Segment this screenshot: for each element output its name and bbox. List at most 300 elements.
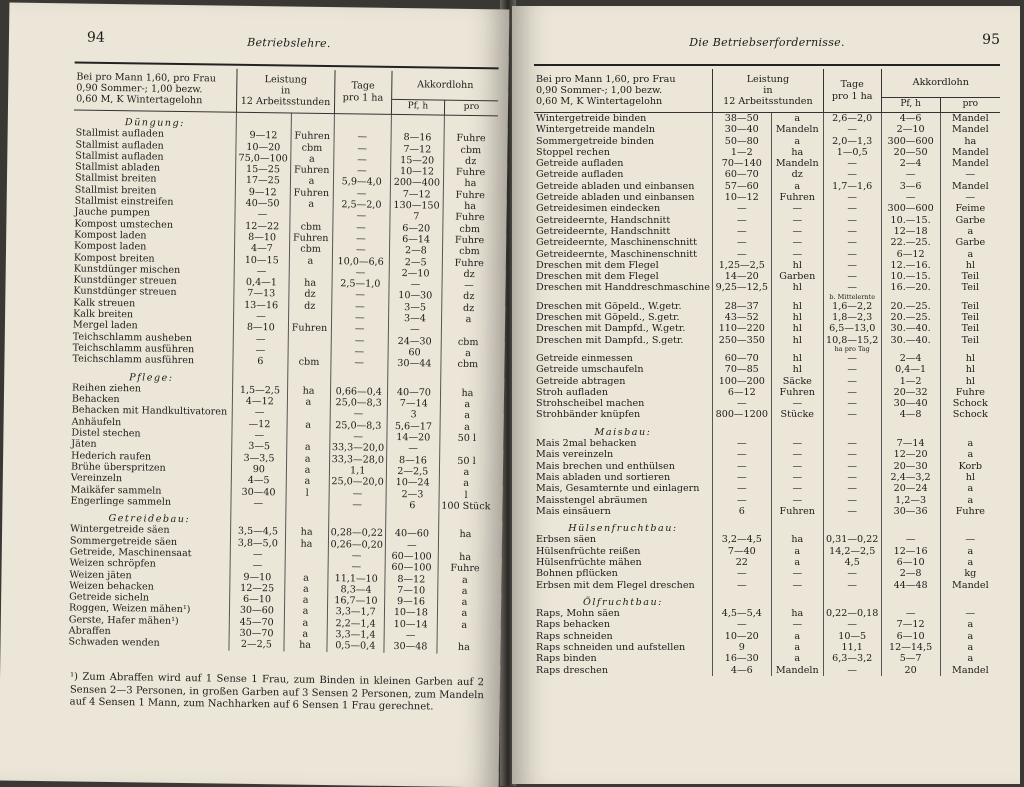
cell-lu [286, 430, 329, 442]
cell-pro: a [967, 653, 974, 665]
cell-tage: — [333, 154, 390, 166]
cell-lo: — [712, 619, 771, 630]
cell-tage: — [823, 169, 881, 180]
cell-lo: — [712, 249, 771, 260]
cell-pro: 50 l [457, 432, 477, 445]
cell-pro: a [461, 574, 468, 586]
cell-lo: 4—5 [231, 475, 285, 487]
cell-pro: a [464, 410, 471, 422]
section-title: Ölfruchtbau: [534, 591, 712, 608]
cell-lo: 9—12 [236, 130, 290, 142]
cell-tage: — [330, 408, 387, 420]
cell-tage: — [333, 188, 390, 200]
cell-pro [440, 444, 494, 456]
cell-lo: 57—60 [712, 181, 771, 192]
cell-lo: 10—12 [712, 192, 771, 203]
cell-tage: 16,7—10 [327, 595, 384, 607]
cell-act: Mais einsäuern [534, 506, 712, 517]
cell-pf: 300—600 [881, 203, 940, 214]
cell-lo: 3—5 [232, 441, 286, 453]
cell-lu: a [771, 653, 823, 664]
cell-lu: a [289, 255, 332, 267]
table-row [534, 282, 1000, 293]
cell-pro: Schock [952, 398, 988, 410]
cell-tage: — [823, 580, 881, 591]
cell-pro [438, 540, 492, 552]
column-note: b. Mittelernte [829, 292, 876, 301]
cell-lo: 38—50 [712, 113, 771, 125]
cell-pf: 10—18 [384, 607, 437, 619]
cell-tage: 8,3—4 [327, 584, 384, 596]
cell-pf: 20.—25. [881, 312, 940, 323]
cell-act: Stallmist breiten [73, 173, 236, 187]
cell-act: Sommergetreide säen [68, 535, 231, 549]
cell-pf: 7—14 [387, 398, 440, 410]
cell-lo: — [234, 266, 288, 278]
cell-tage: 4,5 [823, 557, 881, 568]
cell-lo: — [232, 430, 286, 442]
left-col-pf: Pf, h [391, 99, 444, 115]
cell-pf: 300—600 [881, 136, 940, 147]
section-heading [534, 517, 1000, 534]
section-title: Getreidebau: [68, 507, 231, 527]
cell-pro: cbm [459, 223, 481, 235]
cell-act: Getreideernte, Handschnitt [534, 226, 712, 237]
cell-pro: Korb [958, 460, 983, 472]
cell-lu: ha [287, 385, 330, 397]
cell-act: Kalk streuen [71, 297, 234, 311]
cell-tage: 0,22—0,18 [823, 608, 881, 619]
cell-pro: a [967, 545, 974, 557]
cell-act: Kunstdünger mischen [72, 263, 235, 277]
table-row [534, 653, 1000, 664]
cell-lo: 6 [233, 356, 287, 368]
cell-lu: Fuhren [289, 232, 332, 244]
right-col-pf: Pf, h [881, 98, 940, 113]
cell-lo: 9 [712, 642, 771, 653]
table-row [534, 557, 1000, 568]
cell-act: Kunstdünger streuen [71, 286, 234, 300]
cell-lu: hl [771, 335, 823, 346]
cell-pf: 2—2,5 [386, 466, 439, 478]
cell-lu: hl [771, 301, 823, 312]
cell-lo: 7—13 [234, 288, 288, 300]
cell-pro: a [463, 466, 470, 478]
cell-act: Kompost laden [72, 229, 235, 243]
cell-pf: 20—24 [881, 483, 940, 494]
table-row [534, 192, 1000, 203]
cell-tage: — [823, 249, 881, 260]
cell-tage: — [333, 143, 390, 155]
cell-lu [288, 334, 331, 346]
cell-lu: ha [771, 534, 823, 545]
cell-lo: 50—80 [712, 136, 771, 147]
cell-act: Stallmist breiten [73, 184, 236, 198]
cell-pro: a [465, 347, 471, 359]
cell-pro: a [967, 483, 974, 495]
left-col-leistung: Leistung in 12 Arbeitsstunden [237, 69, 335, 114]
cell-pf: 30—48 [384, 641, 437, 653]
cell-lu [771, 346, 823, 353]
cell-act: Getreideernte, Handschnitt [534, 215, 712, 226]
cell-tage: — [331, 346, 388, 358]
cell-lu: — [771, 249, 823, 260]
cell-lu [288, 345, 331, 357]
cell-pro: cbm [457, 359, 479, 371]
cell-pf: 7—12 [390, 189, 443, 201]
table-row [534, 346, 1000, 353]
cell-lu: a [284, 629, 327, 641]
cell-tage: — [823, 568, 881, 579]
cell-lo: 3,5—4,5 [231, 526, 285, 538]
cell-act: Mais, Gesamternte und einlagern [534, 483, 712, 494]
table-row [534, 147, 1000, 158]
cell-act: Engerlinge sammeln [68, 495, 231, 509]
cell-pf: 200—400 [390, 177, 443, 189]
cell-lo: 9—10 [230, 571, 284, 583]
left-footnote: ¹) Zum Abraffen wird auf 1 Sense 1 Frau, zum Binden in kleinen Garben auf 2 Sensen 2—3 Personen, in großen Garben auf 3 Sensen 2 Personen, zum Mandeln auf 4 Sensen 1 Mann, zum Nachharken auf 6 Sensen 1 Frau gerechnet. [69, 671, 485, 713]
cell-act: Getreideernte, Maschinenschnitt [534, 237, 712, 248]
table-row [534, 312, 1000, 323]
cell-pro: Fuhre [454, 234, 485, 247]
cell-pf: 3 [387, 409, 440, 421]
cell-tage: 10,8—15,2 [823, 335, 881, 346]
table-row [534, 215, 1000, 226]
cell-act: Reihen ziehen [70, 382, 233, 396]
cell-pro: Fuhre [955, 386, 985, 398]
cell-tage: — [333, 165, 390, 177]
cell-pf: 12—18 [881, 226, 940, 237]
cell-act: Teichschlamm ausführen [70, 354, 233, 368]
cell-pf: — [385, 540, 438, 552]
cell-pf: — [881, 608, 940, 619]
cell-pro: Fuhre [456, 133, 486, 145]
cell-pf: 7—12 [881, 619, 940, 630]
cell-act: Hederich raufen [69, 450, 232, 464]
cell-lu: Fuhren [291, 131, 334, 143]
table-row [534, 203, 1000, 214]
table-row [534, 438, 1000, 449]
cell-act: Mais vereinzeln [534, 449, 712, 460]
cell-lo: 12—22 [235, 220, 289, 232]
cell-act: Kompost laden [72, 241, 235, 255]
cell-lu: cbm [289, 244, 332, 256]
cell-lu: hl [771, 323, 823, 334]
cell-tage: 2,2—1,4 [327, 618, 384, 630]
cell-lu: a [290, 153, 333, 165]
cell-pro: Fuhre [455, 166, 486, 179]
cell-lu: — [771, 237, 823, 248]
cell-pf: 6—12 [881, 249, 940, 260]
cell-lu: — [771, 226, 823, 237]
right-top-rule [534, 64, 1000, 66]
cell-lu: — [771, 215, 823, 226]
cell-pro: dz [463, 291, 475, 303]
cell-pf: 10.—15. [881, 215, 940, 226]
cell-pro: Fuhre [955, 505, 985, 517]
cell-pro: Mandel [952, 113, 989, 124]
cell-lo: 3,2—4,5 [712, 534, 771, 545]
cell-lo: 45—70 [229, 616, 283, 628]
cell-tage: 5,9—4,0 [333, 177, 390, 189]
cell-lo: 4—7 [235, 243, 289, 255]
cell-pf: 10—30 [389, 290, 442, 302]
cell-act: Jäten [69, 439, 232, 453]
cell-act: Erbsen mit dem Flegel dreschen [534, 580, 712, 591]
table-row [534, 483, 1000, 494]
cell-pro: cbm [459, 246, 480, 258]
table-row [534, 323, 1000, 334]
cell-lo: 6 [712, 506, 771, 517]
cell-tage: 0,66—0,4 [330, 386, 387, 398]
cell-act: Getreideernte, Maschinenschnitt [534, 249, 712, 260]
cell-pf: 10—14 [384, 619, 437, 631]
cell-tage: 33,3—20,0 [329, 442, 386, 454]
cell-act: Getreidesimen eindecken [534, 203, 712, 214]
cell-tage: — [823, 461, 881, 472]
cell-tage: 6,5—13,0 [823, 323, 881, 334]
cell-pro: a [461, 608, 468, 620]
table-row [534, 619, 1000, 630]
cell-pf: — [388, 324, 441, 336]
cell-lu [289, 266, 332, 278]
table-row [534, 301, 1000, 312]
cell-act: Schwaden wenden [66, 637, 229, 651]
cell-pf: 7—14 [881, 438, 940, 449]
cell-act: Mais brechen und enthülsen [534, 461, 712, 472]
cell-lu: hl [771, 353, 823, 364]
cell-lu: a [284, 606, 327, 618]
cell-pro: Mandel [952, 124, 989, 136]
cell-pro: 50 l [457, 455, 476, 467]
cell-pro: Garbe [955, 214, 986, 226]
cell-act: Raps behacken [534, 619, 712, 630]
cell-pf: 20.—25. [881, 301, 940, 312]
right-page-number: 95 [982, 32, 1000, 48]
cell-lu: Fuhren [290, 165, 333, 177]
cell-tage: — [332, 244, 389, 256]
cell-tage: — [329, 499, 386, 511]
cell-tage: 0,28—0,22 [328, 527, 385, 539]
table-row [534, 461, 1000, 472]
cell-pf: 6—14 [390, 234, 443, 246]
table-row [534, 169, 1000, 180]
cell-act: Hülsenfrüchte reißen [534, 546, 712, 557]
cell-tage [823, 346, 881, 353]
right-page [512, 6, 1020, 784]
cell-act: Stallmist einstreifen [73, 196, 236, 210]
cell-pf: 2—4 [881, 158, 940, 169]
cell-act: Stallmist aufladen [73, 150, 236, 164]
cell-pro: ha [464, 178, 477, 190]
cell-lu: a [771, 642, 823, 653]
cell-act: Stoppel rechen [534, 147, 712, 158]
cell-act: Dreschen mit Göpeld., S.getr. [534, 312, 712, 323]
right-col-leistung: Leistung in 12 Arbeitsstunden [712, 69, 823, 113]
cell-tage: 11,1—10 [327, 573, 384, 585]
cell-act: Wintergetreide mandeln [534, 124, 712, 135]
cell-lo: 43—52 [712, 312, 771, 323]
cell-tage: 6,3—3,2 [823, 653, 881, 664]
cell-pf: 10.—15. [881, 271, 940, 282]
cell-lo: 9,25—12,5 [712, 282, 771, 293]
cell-tage: — [332, 267, 389, 279]
cell-lo: — [712, 226, 771, 237]
cell-lu: a [287, 397, 330, 409]
cell-pro: a [967, 449, 974, 461]
cell-pf: — [389, 279, 442, 291]
cell-pf: 60—100 [385, 551, 438, 563]
cell-pf: 7 [390, 211, 443, 223]
cell-pro: Teil [961, 300, 980, 312]
cell-pf: 2,4—3,2 [881, 472, 940, 483]
cell-tage: 25,0—20,0 [329, 476, 386, 488]
left-col-akkordlohn: Akkordlohn [392, 71, 499, 101]
cell-lu: a [771, 557, 823, 568]
cell-act: Stallmist abladen [73, 162, 236, 176]
cell-pro: Fuhre [455, 189, 485, 201]
cell-tage: 3,3—1,7 [327, 607, 384, 619]
cell-pro: dz [462, 302, 475, 314]
cell-pf: 6—10 [881, 631, 940, 642]
cell-tage: 25,0—8,3 [330, 420, 387, 432]
cell-act: Getreide abladen und einbansen [534, 192, 712, 203]
cell-lu: — [771, 472, 823, 483]
cell-pf: 6—20 [390, 223, 443, 235]
cell-lu: a [286, 464, 329, 476]
cell-tage: 0,31—0,22 [823, 534, 881, 545]
cell-lo: 13—16 [234, 299, 288, 311]
table-row [534, 260, 1000, 271]
table-row [534, 237, 1000, 248]
table-row [534, 226, 1000, 237]
right-running-title: Die Betriebserfordernisse. [689, 36, 845, 49]
section-title: Hülsenfruchtbau: [534, 517, 712, 534]
cell-act: Vereinzeln [69, 473, 232, 487]
cell-lu: ha [771, 147, 823, 158]
cell-lu: Mandeln [771, 124, 823, 135]
cell-lu: cbm [290, 142, 333, 154]
cell-pro: ha [459, 529, 472, 541]
cell-pf: 15—20 [391, 155, 444, 167]
cell-lo: — [230, 549, 284, 561]
cell-lo: 7—40 [712, 546, 771, 557]
cell-lo: — [712, 472, 771, 483]
cell-pro: a [967, 556, 974, 568]
cell-lo: 70—140 [712, 158, 771, 169]
cell-lu: ha [283, 640, 326, 652]
section-title: Pflege: [70, 365, 233, 385]
cell-tage: — [331, 301, 388, 313]
cell-lu: — [771, 483, 823, 494]
cell-tage: — [823, 353, 881, 364]
cell-act: Getreide abladen und einbansen [534, 181, 712, 192]
cell-pf: 0,4—1 [881, 364, 940, 375]
cell-lo: — [712, 237, 771, 248]
table-row [534, 495, 1000, 506]
cell-act: Dreschen mit Handdreschmaschine [534, 282, 712, 293]
cell-lu: hl [771, 282, 823, 293]
cell-tage: — [333, 210, 390, 222]
cell-lo: 17—25 [236, 175, 290, 187]
cell-lo: — [712, 215, 771, 226]
cell-lo: — [233, 345, 287, 357]
cell-lu [285, 498, 328, 510]
left-table [66, 66, 498, 654]
cell-pro: a [967, 642, 974, 654]
cell-tage: — [329, 488, 386, 500]
cell-lo: — [712, 568, 771, 579]
cell-tage: 10—5 [823, 631, 881, 642]
cell-lo: 3,8—5,0 [231, 537, 285, 549]
table-row [534, 398, 1000, 409]
cell-lo: 1—2 [712, 147, 771, 158]
cell-act: Jauche pumpen [72, 207, 235, 221]
cell-pro: a [463, 478, 470, 490]
cell-lo: 22 [712, 557, 771, 568]
cell-lu: Säcke [771, 376, 823, 387]
table-row [534, 181, 1000, 192]
cell-act: Stallmist aufladen [74, 128, 237, 142]
cell-tage: — [823, 124, 881, 135]
cell-lo [712, 346, 771, 353]
cell-lu: Garben [771, 271, 823, 282]
cell-pf: 30.—40. [881, 335, 940, 346]
cell-lu: Fuhren [771, 387, 823, 398]
table-row [534, 376, 1000, 387]
cell-pf: 4—8 [881, 409, 940, 420]
cell-lo: 60—70 [712, 169, 771, 180]
right-table-body [534, 113, 1000, 676]
cell-pro: — [965, 534, 976, 546]
cell-lu: Fuhren [771, 506, 823, 517]
cell-tage: 2,5—2,0 [333, 199, 390, 211]
cell-pro: — [965, 608, 976, 620]
cell-tage: — [823, 237, 881, 248]
cell-pf [881, 294, 940, 301]
cell-tage: 2,5—1,0 [332, 278, 389, 290]
cell-lu: — [771, 619, 823, 630]
cell-lo: — [712, 461, 771, 472]
cell-pro: hl [965, 375, 975, 387]
cell-lo: — [712, 438, 771, 449]
cell-tage: 33,3—28,0 [329, 454, 386, 466]
cell-act: Getreide, Maschinensaat [68, 546, 231, 560]
cell-act: Weizen schröpfen [68, 558, 231, 572]
cell-act [534, 294, 712, 301]
cell-act: Behacken [70, 394, 233, 408]
right-col-pro: pro [940, 98, 1000, 113]
cell-pf [881, 346, 940, 353]
cell-tage: — [329, 431, 386, 443]
cell-lo: — [712, 580, 771, 591]
cell-tage: — [823, 192, 881, 203]
cell-pro: ha [459, 551, 472, 564]
cell-pro: Teil [961, 282, 980, 294]
right-col-conditions: Bei pro Mann 1,60, pro Frau 0,90 Sommer-; 1,00 bezw. 0,60 M, K Wintertagelohn [534, 69, 712, 113]
cell-lu [285, 549, 328, 561]
cell-act: Maikäfer sammeln [69, 484, 232, 498]
cell-pro: Mandel [952, 180, 989, 192]
cell-lo: 9—12 [235, 187, 289, 199]
cell-lu: Fuhren [290, 187, 333, 199]
cell-pro: Fuhre [450, 563, 480, 575]
cell-pf: 4—6 [881, 113, 940, 125]
cell-lu: l [286, 487, 329, 499]
cell-act: Dreschen mit Dampfd., W.getr. [534, 323, 712, 334]
cell-act: Weizen jäten [67, 569, 230, 583]
cell-pro: Mandel [952, 146, 989, 158]
